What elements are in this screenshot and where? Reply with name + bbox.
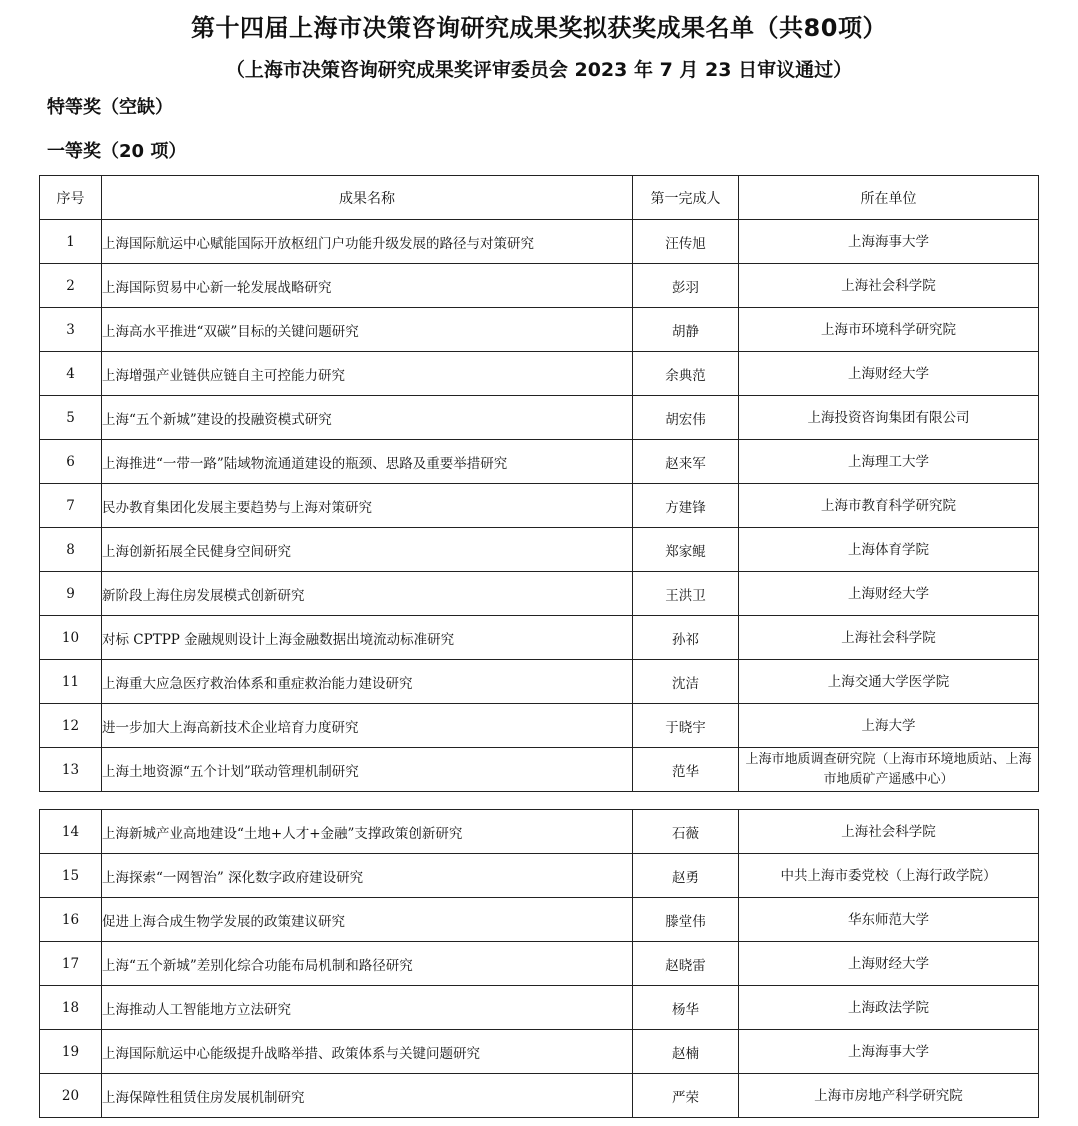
row-institution: 上海市教育科学研究院 bbox=[739, 484, 1039, 528]
awards-table-part-2 bbox=[39, 809, 1039, 1118]
row-index: 8 bbox=[40, 528, 102, 572]
row-index: 13 bbox=[40, 748, 102, 792]
row-index: 18 bbox=[40, 986, 102, 1030]
row-index: 6 bbox=[40, 440, 102, 484]
row-achievement-name: 上海保障性租赁住房发展机制研究 bbox=[102, 1074, 633, 1118]
document-subtitle: （上海市决策咨询研究成果奖评审委员会 2023 年 7 月 23 日审议通过） bbox=[225, 59, 853, 81]
table-row bbox=[40, 572, 1039, 616]
row-achievement-name: 上海高水平推进“双碳”目标的关键问题研究 bbox=[102, 308, 633, 352]
row-achievement-name: 上海增强产业链供应链自主可控能力研究 bbox=[102, 352, 633, 396]
row-index: 10 bbox=[40, 616, 102, 660]
row-index: 5 bbox=[40, 396, 102, 440]
header-person: 第一完成人 bbox=[633, 176, 739, 220]
row-first-author: 胡静 bbox=[633, 308, 739, 352]
row-institution: 上海海事大学 bbox=[739, 220, 1039, 264]
document-title: 第十四届上海市决策咨询研究成果奖拟获奖成果名单（共80项） bbox=[191, 14, 887, 42]
row-first-author: 滕堂伟 bbox=[633, 898, 739, 942]
row-institution: 上海财经大学 bbox=[739, 572, 1039, 616]
row-index: 17 bbox=[40, 942, 102, 986]
table-row bbox=[40, 942, 1039, 986]
table-row bbox=[40, 220, 1039, 264]
row-first-author: 赵来军 bbox=[633, 440, 739, 484]
row-first-author: 严荣 bbox=[633, 1074, 739, 1118]
table-row bbox=[40, 1074, 1039, 1118]
table-row bbox=[40, 396, 1039, 440]
row-index: 1 bbox=[40, 220, 102, 264]
table-header-row bbox=[40, 176, 1039, 220]
row-achievement-name: 对标 CPTPP 金融规则设计上海金融数据出境流动标准研究 bbox=[102, 616, 633, 660]
table-row bbox=[40, 704, 1039, 748]
table-row bbox=[40, 528, 1039, 572]
row-institution: 上海财经大学 bbox=[739, 942, 1039, 986]
row-first-author: 郑家鲲 bbox=[633, 528, 739, 572]
row-institution: 上海海事大学 bbox=[739, 1030, 1039, 1074]
row-institution: 上海社会科学院 bbox=[739, 810, 1039, 854]
row-first-author: 彭羽 bbox=[633, 264, 739, 308]
awards-table-part-1 bbox=[39, 175, 1039, 792]
awards-table-body-1 bbox=[40, 220, 1039, 792]
row-index: 16 bbox=[40, 898, 102, 942]
row-institution: 上海市环境科学研究院 bbox=[739, 308, 1039, 352]
table-row bbox=[40, 484, 1039, 528]
table-row bbox=[40, 1030, 1039, 1074]
row-index: 7 bbox=[40, 484, 102, 528]
table-row bbox=[40, 264, 1039, 308]
row-institution: 中共上海市委党校（上海行政学院） bbox=[739, 854, 1039, 898]
row-achievement-name: 上海推进“一带一路”陆域物流通道建设的瓶颈、思路及重要举措研究 bbox=[102, 440, 633, 484]
row-achievement-name: 民办教育集团化发展主要趋势与上海对策研究 bbox=[102, 484, 633, 528]
table-row bbox=[40, 748, 1039, 792]
header-unit: 所在单位 bbox=[739, 176, 1039, 220]
table-row bbox=[40, 810, 1039, 854]
row-index: 4 bbox=[40, 352, 102, 396]
header-name: 成果名称 bbox=[102, 176, 633, 220]
table-row bbox=[40, 352, 1039, 396]
row-index: 20 bbox=[40, 1074, 102, 1118]
table-row bbox=[40, 440, 1039, 484]
row-achievement-name: 上海国际航运中心能级提升战略举措、政策体系与关键问题研究 bbox=[102, 1030, 633, 1074]
row-institution: 上海市地质调查研究院（上海市环境地质站、上海市地质矿产遥感中心） bbox=[739, 748, 1039, 792]
table-row bbox=[40, 660, 1039, 704]
row-first-author: 余典范 bbox=[633, 352, 739, 396]
row-achievement-name: 上海国际航运中心赋能国际开放枢纽门户功能升级发展的路径与对策研究 bbox=[102, 220, 633, 264]
row-achievement-name: 上海探索“一网智治” 深化数字政府建设研究 bbox=[102, 854, 633, 898]
section-special-award: 特等奖（空缺） bbox=[47, 97, 173, 118]
row-first-author: 胡宏伟 bbox=[633, 396, 739, 440]
row-institution: 上海交通大学医学院 bbox=[739, 660, 1039, 704]
row-index: 3 bbox=[40, 308, 102, 352]
row-index: 14 bbox=[40, 810, 102, 854]
row-institution: 华东师范大学 bbox=[739, 898, 1039, 942]
row-first-author: 石薇 bbox=[633, 810, 739, 854]
row-institution: 上海社会科学院 bbox=[739, 264, 1039, 308]
row-institution: 上海社会科学院 bbox=[739, 616, 1039, 660]
row-achievement-name: 上海推动人工智能地方立法研究 bbox=[102, 986, 633, 1030]
row-achievement-name: 上海土地资源“五个计划”联动管理机制研究 bbox=[102, 748, 633, 792]
row-first-author: 孙祁 bbox=[633, 616, 739, 660]
row-first-author: 王洪卫 bbox=[633, 572, 739, 616]
row-achievement-name: 上海创新拓展全民健身空间研究 bbox=[102, 528, 633, 572]
row-achievement-name: 新阶段上海住房发展模式创新研究 bbox=[102, 572, 633, 616]
row-first-author: 范华 bbox=[633, 748, 739, 792]
row-achievement-name: 上海“五个新城”差别化综合功能布局机制和路径研究 bbox=[102, 942, 633, 986]
row-institution: 上海财经大学 bbox=[739, 352, 1039, 396]
table-row bbox=[40, 616, 1039, 660]
row-institution: 上海体育学院 bbox=[739, 528, 1039, 572]
row-index: 11 bbox=[40, 660, 102, 704]
row-achievement-name: 进一步加大上海高新技术企业培育力度研究 bbox=[102, 704, 633, 748]
row-institution: 上海政法学院 bbox=[739, 986, 1039, 1030]
table-row bbox=[40, 986, 1039, 1030]
row-achievement-name: 上海国际贸易中心新一轮发展战略研究 bbox=[102, 264, 633, 308]
row-index: 9 bbox=[40, 572, 102, 616]
section-first-award: 一等奖（20 项） bbox=[47, 141, 187, 162]
table-row bbox=[40, 898, 1039, 942]
awards-table-body-2 bbox=[40, 810, 1039, 1118]
row-first-author: 沈洁 bbox=[633, 660, 739, 704]
header-index: 序号 bbox=[40, 176, 102, 220]
row-index: 2 bbox=[40, 264, 102, 308]
table-row bbox=[40, 854, 1039, 898]
row-institution: 上海理工大学 bbox=[739, 440, 1039, 484]
row-first-author: 赵勇 bbox=[633, 854, 739, 898]
row-institution: 上海大学 bbox=[739, 704, 1039, 748]
row-first-author: 汪传旭 bbox=[633, 220, 739, 264]
row-index: 19 bbox=[40, 1030, 102, 1074]
row-first-author: 赵楠 bbox=[633, 1030, 739, 1074]
row-first-author: 方建锋 bbox=[633, 484, 739, 528]
row-institution: 上海市房地产科学研究院 bbox=[739, 1074, 1039, 1118]
row-achievement-name: 上海重大应急医疗救治体系和重症救治能力建设研究 bbox=[102, 660, 633, 704]
row-first-author: 于晓宇 bbox=[633, 704, 739, 748]
table-row bbox=[40, 308, 1039, 352]
row-index: 12 bbox=[40, 704, 102, 748]
row-index: 15 bbox=[40, 854, 102, 898]
row-first-author: 杨华 bbox=[633, 986, 739, 1030]
row-institution: 上海投资咨询集团有限公司 bbox=[739, 396, 1039, 440]
row-first-author: 赵晓雷 bbox=[633, 942, 739, 986]
row-achievement-name: 上海新城产业高地建设“土地+人才+金融”支撑政策创新研究 bbox=[102, 810, 633, 854]
row-achievement-name: 上海“五个新城”建设的投融资模式研究 bbox=[102, 396, 633, 440]
row-achievement-name: 促进上海合成生物学发展的政策建议研究 bbox=[102, 898, 633, 942]
